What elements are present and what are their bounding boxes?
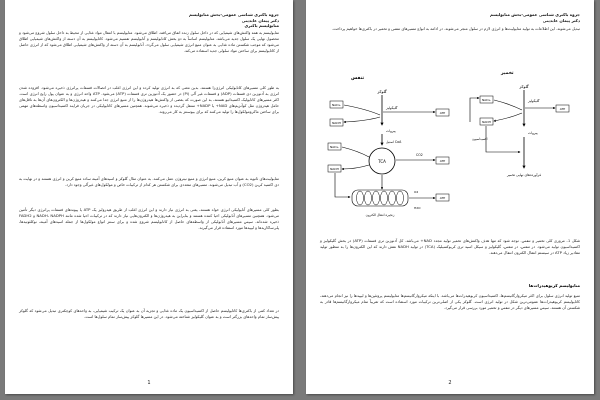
glycolysis-paragraph: در تعداد کمی از باکتری‌ها کاتابولیسم حاصل از اکسیداسیون یک ماده غذایی و تجزیه آن به عنوان یک ترکیب شیمیایی، به واحدهای کوچکتری تبدیل می‌شود که گلوکز پیش‌ساز تمام واحدهای بزرگتر است و به عنوان گلیکولیز شناخته می‌شود. در این مسیرها گلوکز پیش‌ساز تمام سلول‌ها است. bbox=[19, 308, 279, 319]
tca-label: TCA bbox=[378, 159, 386, 164]
header-course: جزوه باکتری شناسی عمومی-بخش متابولیسم bbox=[188, 12, 279, 17]
resp-glucose-label: گلوکز bbox=[377, 89, 387, 94]
resp-nadh-arrow bbox=[344, 117, 380, 122]
ferm-nad-regenerate-arrow bbox=[470, 98, 479, 122]
carbohydrate-paragraph: منبع تولید انرژی سلول برای اکثر میکروارگانیسم‌ها، اکسیداسیون کربوهیدرات‌ها می‌باشد. با اینکه میکروارگانیسم‌ها متابولیسم پروتئین‌ها و لیپیدها را نیز انجام می‌دهند، کاتابولیسم کربوهیدرات‌ها عمومی‌ترین شکل در تولید انرژی است. گلوکز یکی از اصلی‌ترین ترکیبات مورد استفاده است که تقریباً تمام میکروارگانیسم‌ها قادر به شکستن آن هستند. سپس مسیرهای دیگر در تنفس و تخمیر مورد بررسی قرار می‌گیرد. bbox=[320, 293, 580, 310]
ferm-products-label: فرآورده‌های نهایی تخمیر bbox=[507, 173, 541, 177]
ferm-nadh-recycle-arrow bbox=[486, 126, 520, 152]
etc-membrane bbox=[352, 190, 408, 206]
resp-nad-arrow bbox=[344, 105, 380, 115]
resp-acetyl-label: استیل CoA bbox=[386, 140, 402, 144]
h2o-label: H2O bbox=[414, 206, 421, 210]
ferm-nad-label: NAD+ bbox=[481, 98, 492, 102]
header-course: جزوه باکتری شناسی عمومی-بخش متابولیسم bbox=[489, 12, 580, 17]
catabolic-paragraph: به طور کلی مسیرهای کاتابولیکی انرژی‌زا هستند. بدین معنی که به انرژی تولید کرده و این انرژی اغلب در اتصالات فسفات پرانرژی ذخیره می‌شود. افزوده شدن انرژی به آدنوزین دی فسفات (ADP) و فسفات غیر آلی (Pi) در حضور یک آدنوزین تری فسفات (ATP) می‌شود. ATP واحد انرژی و به عنوان پول رایج انرژی است. اکثر مسیرهای کاتابولیک اکسیداتیو هستند، به این صورت که بعضی از واکنش‌ها هیدروژن‌ها را از منبع انرژی جدا می‌کنند و هیدروژن‌ها و الکترون‌های آن‌ها به ناقل‌های حامل هیدروژن مثل کوآنزیم‌های NAD+ یا NADP+ منتقل گردیده و ذخیره می‌شوند. همچنین مسیرهای کاتابولیکی در جریان فرایند اکسیداسیون واسطه‌های مهمی برای ساختن ماکرومولکول‌ها را تولید می‌کنند که برای بیوسنتز به کار می‌روند. bbox=[19, 85, 280, 114]
intro-paragraph: متابولیسم به همه واکنش‌های شیمیایی که در داخل سلول زنده اتفاق می‌افتد، اطلاق می‌شود. متابولیسم با انتقال مواد غذایی از محیط به داخل سلول شروع می‌شود و محصول نهایی یک سلول جدید می‌باشد. متابولیسم اساساً به دو بخش کاتابولیسم و آنابولیسم تقسیم می‌شود. کاتابولیسم به آن دسته از واکنش‌های شیمیایی اطلاق می‌شود که موجب شکستن ماده غذایی به عنوان منبع انرژی شیمیایی سلول می‌گردد. آنابولیسم به آن دسته از واکنش‌های شیمیایی اطلاق می‌شود که از انرژی حاصل از کاتابولیسم برای ساختن مواد سلولی جدید استفاده می‌کند. bbox=[19, 30, 279, 53]
ferm-nad-arrow bbox=[494, 100, 522, 110]
o2-label: O2 bbox=[414, 190, 419, 194]
respiration-title: تنفس bbox=[351, 76, 365, 81]
resp-nadh-to-etc-arrow bbox=[335, 173, 350, 197]
page-number: 1 bbox=[147, 380, 151, 386]
page-number: 2 bbox=[448, 380, 452, 386]
ferm-nadh-arrow bbox=[494, 113, 522, 121]
ferm-glycolysis-label: گلیکولیز bbox=[528, 99, 540, 103]
resp-tca-nadh-arrow bbox=[342, 165, 369, 169]
intro-paragraph: تبدیل می‌شوند. این اطلاعات به تولید متابولیت‌ها و انرژی لازم در سلول منجر می‌شوند. در ادامه به انواع مسیرهای تنفس و تخمیر در باکتری‌ها خواهیم پرداخت. bbox=[332, 26, 580, 31]
resp-atp-label-3: ATP bbox=[439, 196, 446, 200]
document-page-1 bbox=[5, 0, 293, 394]
ferm-atp-label: ATP bbox=[559, 107, 566, 111]
resp-nadh-label: NADH bbox=[332, 121, 341, 125]
fermentation-title: تخمیر bbox=[501, 71, 514, 76]
resp-glycolysis-label: گلیکولیز bbox=[386, 106, 398, 110]
resp-pyruvate-label: پیروات bbox=[386, 129, 396, 133]
document-page-2 bbox=[306, 0, 594, 394]
ferm-nadh-label: NADH bbox=[482, 120, 491, 124]
respiration-diagram bbox=[324, 85, 462, 225]
etc-label: زنجیره انتقال الکترون bbox=[365, 213, 395, 217]
resp-nad-label: NAD+ bbox=[331, 103, 342, 107]
header-author: دکتر پیمان عابدینی bbox=[542, 17, 580, 23]
resp-atp-label-1: ATP bbox=[439, 111, 446, 115]
carbohydrate-heading: متابولیسم کربوهیدرات‌ها bbox=[528, 283, 580, 288]
co2-label: CO2 bbox=[416, 153, 423, 157]
ferm-oxidation-label: اکسیداسیون bbox=[472, 137, 488, 141]
anabolic-paragraph: بطور کلی مسیرهای آنابولیکی انرژی خواه هستند، یعنی به انرژی نیاز دارند و این انرژی اغلب از طریق هیدرولیز یک ATP یا پیوندهای فسفات پرانرژی دیگر تأمین می‌شود. همچنین مسیرهای آنابولیکی احیا کننده هستند و بنابراین به هیدروژن‌ها و الکترون‌هایی نیاز دارند که در ترکیبات احیا شده مانند NADH، NADPH و FADH2 ذخیره شده‌اند. سپس مسیرهای آنابولیکی از واسطه‌های حاصل از کاتابولیسم شروع شده و برای سنتز انواع مولکول‌ها از جمله اسیدهای آمینه، نوکلئوتیدها، پلی‌ساکاریدها و لیپیدها مورد استفاده قرار می‌گیرند. bbox=[19, 207, 280, 230]
resp-nad-label-2: NAD+ bbox=[329, 145, 340, 149]
metabolites-paragraph: متابولیت‌های ثانویه به عنوان منبع کربن، منبع انرژی و منبع نیتروژن عمل می‌کنند. به عنوان مثال گلوکز و اسیدهای آمینه ساده منبع کربن و انرژی هستند و در نهایت به دی اکسید کربن (CO2) و آب تبدیل می‌شوند. مسیرهای متعددی برای شکستن هر کدام از ترکیبات خاص و مولکول‌های غیرآلی وجود دارد. bbox=[19, 176, 279, 187]
resp-tca-nad-arrow bbox=[342, 147, 369, 157]
ferm-glucose-label: گلوکز bbox=[519, 84, 529, 89]
figure-caption: شکل 1- مروری کلی تخمیر و تنفس. توجه شود که تنها هدف واکنش‌های تخمیر تولید مجدد NAD+ می‌باشد. کل آدنوزین تری فسفات (ATP) در بخش گلیکولیز و اکسیداسیون تولید می‌شود. در تنفس، در تنفس، گلیکولیز و سیکل اسید تری کربوکسیلیک (TCA) در تولید NADH نقش دارند که این الکترون‌ها را به منظور تولید مقادیر زیاد ATP در سیستم انتقال الکترون انتقال می‌دهند. bbox=[320, 238, 580, 255]
ferm-pyruvate-label: پیروات bbox=[528, 131, 538, 135]
resp-atp-label-2: ATP bbox=[439, 159, 446, 163]
fermentation-diagram bbox=[466, 80, 578, 190]
page-header bbox=[189, 12, 279, 29]
header-section: متابولیسم باکتری bbox=[244, 23, 279, 28]
resp-nadh-label-2: NADH bbox=[330, 167, 339, 171]
page-header bbox=[490, 12, 580, 23]
header-author: دکتر پیمان عابدینی bbox=[241, 17, 279, 23]
